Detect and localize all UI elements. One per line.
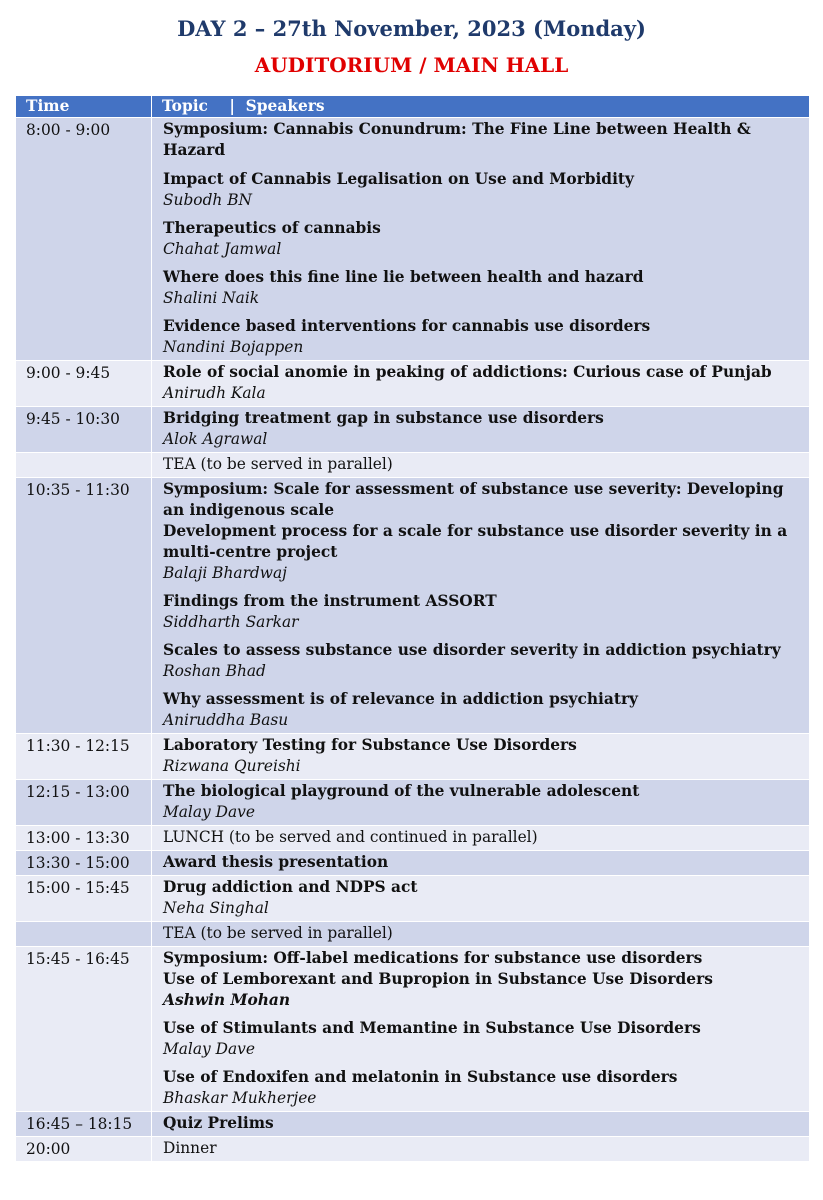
table-row <box>16 407 810 453</box>
dinner-label: Dinner <box>163 1139 217 1157</box>
speaker: Malay Dave <box>163 803 255 821</box>
speaker: Aniruddha Basu <box>163 711 289 729</box>
speaker: Roshan Bhad <box>163 662 266 680</box>
talk-title: Use of Stimulants and Memantine in Substance Use Disorders <box>163 1019 701 1037</box>
symposium-title: Symposium: Scale for assessment of substance use severity: Developing an indigenous scale <box>163 480 784 519</box>
table-row <box>16 947 810 1112</box>
talk-title: Findings from the instrument ASSORT <box>163 592 497 610</box>
speaker: Alok Agrawal <box>163 430 268 448</box>
break-label: TEA (to be served in parallel) <box>163 455 393 473</box>
table-row <box>16 118 810 361</box>
table-row <box>16 478 810 734</box>
speaker: Subodh BN <box>163 191 253 209</box>
talk-title: Impact of Cannabis Legalisation on Use and Morbidity <box>163 170 634 188</box>
speaker: Nandini Bojappen <box>163 338 304 356</box>
talk-title: Laboratory Testing for Substance Use Disorders <box>163 736 577 754</box>
speaker: Rizwana Qureishi <box>163 757 301 775</box>
symposium-title: Symposium: Cannabis Conundrum: The Fine Line between Health & Hazard <box>163 120 751 159</box>
speaker: Shalini Naik <box>163 289 260 307</box>
header-time: Time <box>16 96 152 118</box>
table-row <box>16 361 810 407</box>
row-time: 11:30 - 12:15 <box>16 734 152 780</box>
table-header-row <box>16 96 810 118</box>
header-topic: Topic | Speakers <box>152 96 810 118</box>
row-time: 9:45 - 10:30 <box>16 407 152 453</box>
talk-title: The biological playground of the vulnerable adolescent <box>163 782 640 800</box>
talk-title: Quiz Prelims <box>163 1114 274 1132</box>
table-row <box>16 453 810 478</box>
speaker: Chahat Jamwal <box>163 240 282 258</box>
talk-title: Role of social anomie in peaking of addictions: Curious case of Punjab <box>163 363 772 381</box>
talk-title: Scales to assess substance use disorder severity in addiction psychiatry <box>163 641 781 659</box>
row-time: 15:00 - 15:45 <box>16 876 152 922</box>
speaker: Neha Singhal <box>163 899 269 917</box>
table-row <box>16 1112 810 1137</box>
symposium-title: Symposium: Off-label medications for substance use disorders <box>163 949 703 967</box>
talk-title: Evidence based interventions for cannabis use disorders <box>163 317 651 335</box>
row-time: 10:35 - 11:30 <box>16 478 152 734</box>
speaker: Bhaskar Mukherjee <box>163 1089 317 1107</box>
row-time: 13:00 - 13:30 <box>16 826 152 851</box>
table-row <box>16 876 810 922</box>
row-time: 16:45 – 18:15 <box>16 1112 152 1137</box>
row-time: 8:00 - 9:00 <box>16 118 152 361</box>
venue-title: AUDITORIUM / MAIN HALL <box>254 53 569 77</box>
talk-title: Drug addiction and NDPS act <box>163 878 418 896</box>
talk-title: Development process for a scale for substance use disorder severity in a multi-centre project <box>163 522 788 561</box>
schedule-table <box>15 95 810 1162</box>
speaker: Balaji Bhardwaj <box>163 564 287 582</box>
break-label: TEA (to be served in parallel) <box>163 924 393 942</box>
row-time: 20:00 <box>16 1137 152 1162</box>
talk-title: Use of Lemborexant and Bupropion in Substance Use Disorders <box>163 970 713 988</box>
talk-title: Where does this fine line lie between health and hazard <box>163 268 644 286</box>
day-title: DAY 2 – 27th November, 2023 (Monday) <box>177 16 646 41</box>
talk-title: Use of Endoxifen and melatonin in Substance use disorders <box>163 1068 678 1086</box>
break-label: LUNCH (to be served and continued in parallel) <box>163 828 538 846</box>
talk-title: Therapeutics of cannabis <box>163 219 381 237</box>
row-time <box>16 922 152 947</box>
table-row <box>16 826 810 851</box>
speaker: Siddharth Sarkar <box>163 613 299 631</box>
row-time <box>16 453 152 478</box>
speaker: Ashwin Mohan <box>163 991 291 1009</box>
talk-title: Award thesis presentation <box>163 853 389 871</box>
talk-title: Why assessment is of relevance in addiction psychiatry <box>163 690 638 708</box>
speaker: Malay Dave <box>163 1040 255 1058</box>
row-time: 15:45 - 16:45 <box>16 947 152 1112</box>
row-time: 13:30 - 15:00 <box>16 851 152 876</box>
talk-title: Bridging treatment gap in substance use disorders <box>163 409 604 427</box>
speaker: Anirudh Kala <box>163 384 266 402</box>
table-row <box>16 922 810 947</box>
table-row <box>16 734 810 780</box>
table-row <box>16 780 810 826</box>
table-row <box>16 1137 810 1162</box>
row-time: 9:00 - 9:45 <box>16 361 152 407</box>
row-time: 12:15 - 13:00 <box>16 780 152 826</box>
table-row <box>16 851 810 876</box>
